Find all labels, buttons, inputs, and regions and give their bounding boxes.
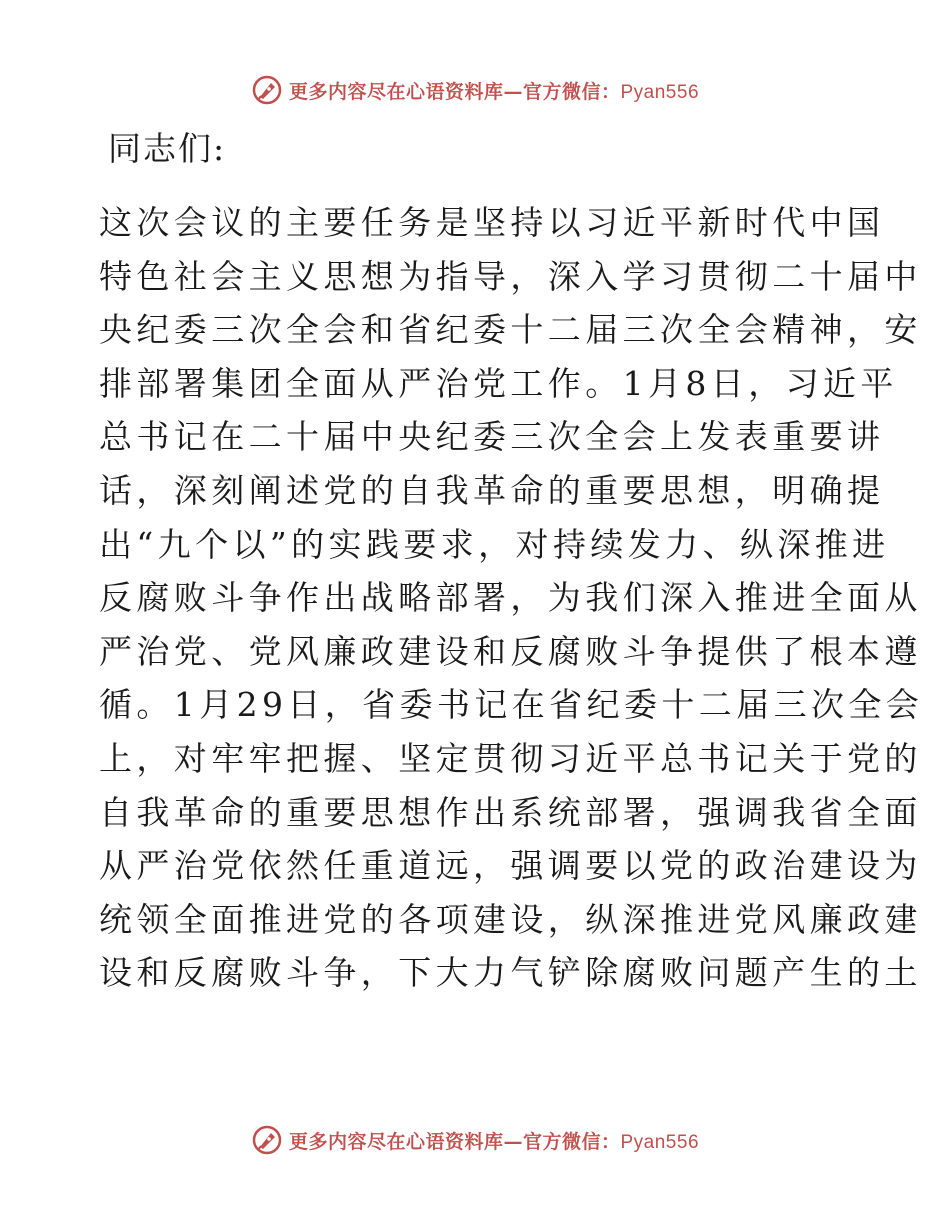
watermark-text: 更多内容尽在心语资料库—官方微信：Pyan556 [288,80,700,103]
text-line: 反腐败斗争作出战略部署，为我们深入推进全面从 [99,578,922,618]
text-line: 循。1月29日，省委书记在省纪委十二届三次全会 [99,685,924,725]
text-line: 设和反腐败斗争，下大力气铲除腐败问题产生的土 [99,953,922,993]
text-line: 出“九个以”的实践要求，对持续发力、纵深推进 [99,524,890,564]
text-line: 统领全面推进党的各项建设，纵深推进党风廉政建 [99,899,922,939]
text-line: 上，对牢牢把握、坚定贯彻习近平总书记关于党的 [99,738,922,778]
text-line: 从严治党依然任重道远，强调要以党的政治建设为 [99,846,922,886]
header-watermark [0,70,950,110]
text-line: 这次会议的主要任务是坚持以习近平新时代中国 [99,203,885,242]
text-line: 总书记在二十届中央纪委三次全会上发表重要讲 [99,417,885,457]
text-line: 央纪委三次全会和省纪委十二届三次全会精神，安 [99,310,922,350]
pen-nib-logo-icon [251,74,283,106]
text-line: 严治党、党风廉政建设和反腐败斗争提供了根本遵 [99,631,922,671]
salutation: 同志们: [108,129,227,168]
text-line: 话，深刻阐述党的自我革命的重要思想，明确提 [99,470,885,510]
pen-nib-logo-icon [251,1124,283,1156]
footer-watermark [0,1120,950,1160]
text-line: 排部署集团全面从严治党工作。1月8日，习近平 [99,363,898,403]
watermark-text: 更多内容尽在心语资料库—官方微信：Pyan556 [288,1130,700,1153]
text-line: 特色社会主义思想为指导，深入学习贯彻二十届中 [99,256,922,296]
text-line: 自我革命的重要思想作出系统部署，强调我省全面 [99,792,922,832]
body-paragraph [99,196,924,1000]
